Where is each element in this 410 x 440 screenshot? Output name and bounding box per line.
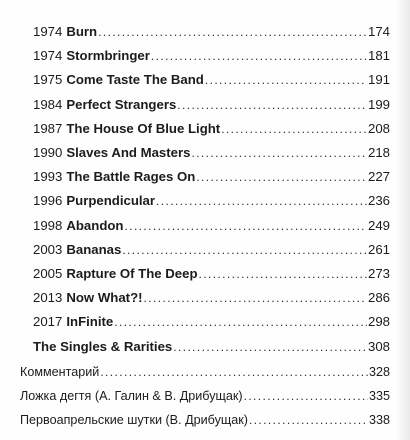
entry-year: 1975 — [33, 72, 63, 88]
entry-title: InFinite — [66, 314, 114, 330]
toc-entry — [33, 24, 390, 40]
entry-page-number: 261 — [367, 241, 390, 257]
dot-leader — [144, 290, 367, 306]
entry-title: Stormbringer — [66, 48, 150, 64]
entry-page-number: 335 — [368, 389, 390, 403]
entry-page-number: 249 — [367, 217, 390, 233]
toc-entry — [33, 145, 390, 161]
entry-year: 1993 — [33, 169, 63, 185]
entry-page-number: 328 — [368, 364, 390, 379]
page-edge-shadow — [396, 0, 410, 440]
entry-year: 1984 — [33, 96, 63, 112]
toc-entry — [33, 193, 390, 209]
toc-entry — [33, 72, 390, 88]
entry-title: Abandon — [66, 217, 124, 233]
entry-page-number: 338 — [368, 413, 390, 428]
entry-title: Now What?! — [66, 290, 143, 306]
dot-leader — [100, 363, 368, 381]
entry-title: Комментарий — [20, 364, 100, 379]
toc-entry — [33, 290, 390, 306]
entry-page-number: 236 — [367, 193, 390, 209]
entry-page-number: 181 — [367, 48, 390, 64]
entry-year: 2013 — [33, 290, 63, 306]
entry-page-number: 298 — [367, 314, 390, 330]
dot-leader — [151, 48, 367, 64]
entry-year: 1987 — [33, 120, 63, 136]
entry-title: Rapture Of The Deep — [66, 266, 198, 281]
entry-page-number: 308 — [367, 338, 390, 354]
toc-entry-extra — [20, 387, 390, 405]
entry-title: The House Of Blue Light — [66, 120, 221, 136]
entry-page-number: 218 — [367, 145, 390, 160]
toc-entry — [33, 218, 390, 234]
dot-leader — [173, 339, 367, 355]
dot-leader — [124, 218, 367, 234]
dot-leader — [122, 242, 367, 258]
entry-title: Ложка дегтя (А. Галин & В. Дрибущак) — [20, 389, 243, 403]
entry-year: 1998 — [33, 217, 63, 233]
entry-year: 1996 — [33, 193, 63, 209]
dot-leader — [191, 145, 367, 161]
entry-page-number: 273 — [367, 266, 390, 281]
entry-year: 1990 — [33, 145, 63, 160]
entry-year: 2017 — [33, 314, 63, 330]
entry-page-number: 286 — [367, 290, 390, 306]
entry-page-number: 227 — [367, 169, 390, 185]
entry-page-number: 208 — [367, 120, 390, 136]
dot-leader — [177, 97, 367, 113]
entry-title: Perfect Strangers — [66, 96, 177, 112]
entry-year: 2005 — [33, 266, 63, 281]
toc-entry-extra — [20, 363, 390, 381]
entry-year: 1974 — [33, 24, 63, 39]
entry-title: The Singles & Rarities — [33, 338, 173, 354]
dot-leader — [196, 169, 367, 185]
entry-title: Bananas — [66, 241, 122, 257]
dot-leader — [221, 121, 367, 137]
dot-leader — [205, 72, 367, 88]
entry-title: Slaves And Masters — [66, 145, 191, 160]
entry-title: Come Taste The Band — [66, 72, 204, 88]
toc-entry-singles — [33, 339, 390, 355]
dot-leader — [98, 24, 367, 40]
entry-year: 2003 — [33, 241, 63, 257]
dot-leader — [114, 314, 367, 330]
entry-page-number: 199 — [367, 96, 390, 112]
entry-page-number: 174 — [367, 24, 390, 39]
toc-entry — [33, 266, 390, 282]
toc-entry — [33, 97, 390, 113]
entry-title: Burn — [66, 24, 98, 39]
dot-leader — [199, 266, 367, 282]
dot-leader — [156, 193, 367, 209]
toc-entry — [33, 121, 390, 137]
entry-page-number: 191 — [367, 72, 390, 88]
entry-year: 1974 — [33, 48, 63, 64]
entry-title: Purpendicular — [66, 193, 156, 209]
dot-leader — [244, 387, 368, 405]
toc-entry — [33, 48, 390, 64]
entry-title: Первоапрельские шутки (В. Дрибущак) — [20, 413, 248, 428]
toc-entry — [33, 314, 390, 330]
entry-title: The Battle Rages On — [66, 169, 196, 185]
toc-entry — [33, 242, 390, 258]
toc-entry — [33, 169, 390, 185]
toc-entry-extra — [20, 411, 390, 429]
dot-leader — [249, 411, 368, 429]
